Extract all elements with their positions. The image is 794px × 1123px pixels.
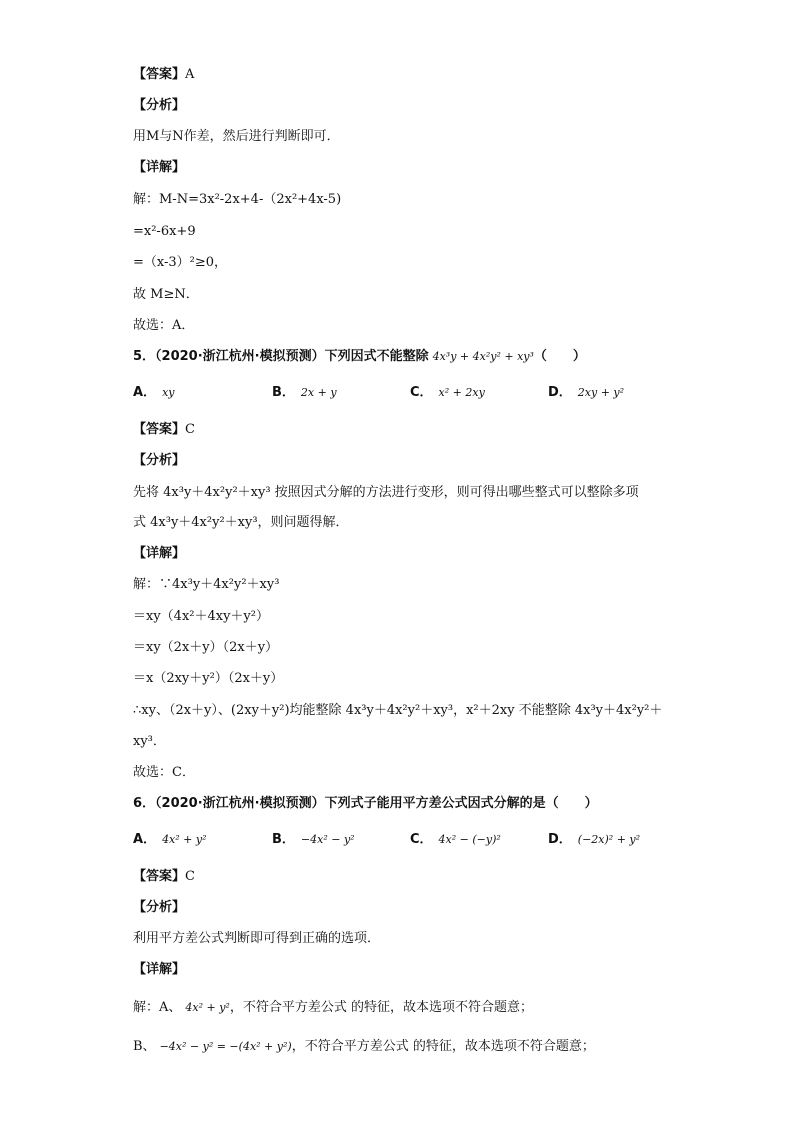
- q4-detail-tag: [133, 158, 185, 178]
- detail-tag: 【详解】: [133, 546, 186, 561]
- option-expr: 2xy + y²: [577, 386, 625, 399]
- q5-option-a: [133, 383, 174, 403]
- q5-analysis-text: 式 4x³y＋4x²y²＋xy³，则问题得解．: [133, 515, 349, 530]
- q6-analysis-tag: [133, 898, 185, 918]
- option-label: B．: [272, 385, 295, 400]
- q4-detail-line: =x²-6x+9: [133, 224, 196, 239]
- question-blank: （ ）: [533, 349, 586, 364]
- q5-option-d: [548, 383, 624, 403]
- option-expr: 4x² + y²: [162, 833, 207, 846]
- detail-tag: 【详解】: [133, 962, 186, 977]
- q6-option-c: [410, 830, 501, 850]
- question-text: 6．（2020·浙江杭州·模拟预测）下列式子能用平方差公式因式分解的是（ ）: [133, 796, 598, 811]
- option-label: B．: [272, 832, 295, 847]
- answer-tag: 【答案】: [133, 67, 186, 82]
- detail-text: 解：A、: [133, 1000, 182, 1015]
- q5-detail-line: xy³．: [133, 734, 166, 749]
- option-expr: −4x² − y²: [300, 833, 355, 846]
- q5-detail-line: 解：∵4x³y＋4x²y²＋xy³: [133, 577, 280, 592]
- option-expr: x² + 2xy: [438, 386, 485, 399]
- analysis-tag: 【分析】: [133, 98, 186, 113]
- q5-answer: [133, 420, 195, 440]
- option-label: C．: [410, 832, 433, 847]
- q5-option-b: [272, 383, 337, 403]
- analysis-tag: 【分析】: [133, 900, 186, 915]
- q4-analysis-text: 用M与N作差，然后进行判断即可．: [133, 129, 340, 144]
- q6-analysis-text: 利用平方差公式判断即可得到正确的选项．: [133, 931, 381, 946]
- q4-analysis-tag: [133, 96, 185, 116]
- q6-option-b: [272, 830, 355, 850]
- q6-title: [133, 794, 598, 814]
- q4-answer: [133, 65, 194, 85]
- q5-detail-line: 故选：C．: [133, 765, 195, 780]
- q6-detail-line: [133, 998, 533, 1018]
- q5-detail-tag: [133, 544, 185, 564]
- q5-title: [133, 347, 586, 367]
- q4-detail-line: =（x-3）²≥0，: [133, 255, 228, 270]
- q5-detail-line: ＝xy（4x²＋4xy＋y²）: [133, 609, 269, 624]
- detail-text: B、: [133, 1039, 156, 1054]
- answer-tag: 【答案】: [133, 422, 186, 437]
- q5-detail-line: ＝xy（2x＋y）（2x＋y）: [133, 640, 279, 655]
- q5-detail-line: ＝x（2xy＋y²）（2x＋y）: [133, 671, 284, 686]
- detail-math: −4x² − y² = −(4x² + y²): [159, 1040, 292, 1053]
- option-label: D．: [548, 385, 572, 400]
- q5-option-c: [410, 383, 485, 403]
- option-label: D．: [548, 832, 572, 847]
- detail-text: ，不符合平方差公式 的特征，故本选项不符合题意；: [229, 1000, 533, 1015]
- option-label: A．: [133, 385, 157, 400]
- option-label: C．: [410, 385, 433, 400]
- answer-tag: 【答案】: [133, 869, 186, 884]
- option-expr: xy: [162, 386, 175, 399]
- q5-detail-line: ∴xy、（2x＋y）、(2xy＋y²)均能整除 4x³y＋4x²y²＋xy³，x²＋2xy 不能整除 4x³y＋4x²y²＋: [133, 703, 663, 718]
- answer-value: C: [185, 422, 195, 437]
- q6-option-d: [548, 830, 640, 850]
- detail-math: 4x² + y²: [185, 1001, 230, 1014]
- q5-analysis-text: 先将 4x³y＋4x²y²＋xy³ 按照因式分解的方法进行变形，则可得出哪些整式可以整除多项: [133, 485, 639, 500]
- option-expr: (−2x)² + y²: [577, 833, 641, 846]
- q6-detail-line: [133, 1037, 595, 1057]
- question-math: 4x³y + 4x²y² + xy³: [432, 350, 534, 363]
- option-label: A．: [133, 832, 157, 847]
- question-text: 5．（2020·浙江杭州·模拟预测）下列因式不能整除: [133, 349, 429, 364]
- q6-answer: [133, 867, 195, 887]
- q4-detail-line: 故 M≥N．: [133, 287, 199, 302]
- q5-analysis-tag: [133, 451, 185, 471]
- q6-detail-tag: [133, 960, 185, 980]
- q4-detail-line: 解：M-N=3x²-2x+4-（2x²+4x-5): [133, 192, 342, 207]
- q4-detail-line: 故选：A．: [133, 318, 195, 333]
- detail-tag: 【详解】: [133, 160, 186, 175]
- option-expr: 4x² − (−y)²: [438, 833, 501, 846]
- answer-value: A: [185, 67, 195, 82]
- option-expr: 2x + y: [300, 386, 337, 399]
- detail-text: ，不符合平方差公式 的特征，故本选项不符合题意；: [291, 1039, 595, 1054]
- answer-value: C: [185, 869, 195, 884]
- q6-option-a: [133, 830, 207, 850]
- analysis-tag: 【分析】: [133, 453, 186, 468]
